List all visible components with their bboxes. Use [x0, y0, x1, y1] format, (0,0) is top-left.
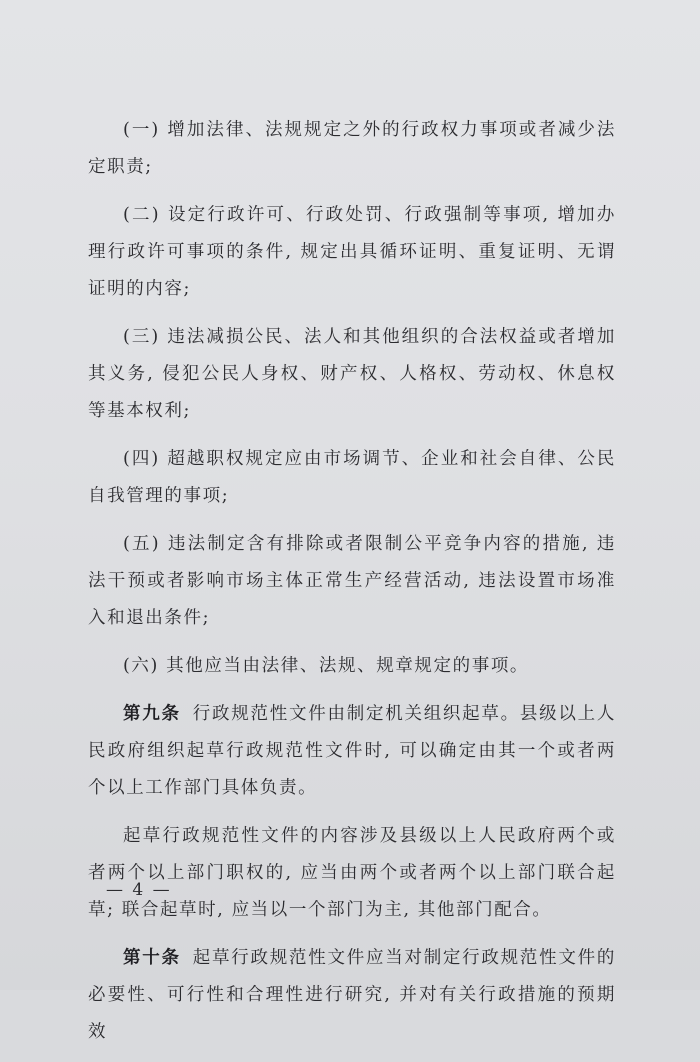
clause-item-3	[88, 319, 616, 430]
article-10-text: 起草行政规范性文件应当对制定行政规范性文件的必要性、可行性和合理性进行研究, 并对有关行政措施的预期效	[88, 948, 616, 1042]
clause-item-1	[88, 112, 616, 186]
clause-item-2	[88, 197, 616, 308]
page-number: — 4 —	[106, 880, 172, 900]
clause-item-5	[88, 526, 616, 637]
article-9-heading: 第九条	[123, 704, 181, 724]
clause-text: (三) 违法减损公民、法人和其他组织的合法权益或者增加其义务, 侵犯公民人身权、财产权、人格权、劳动权、休息权等基本权利;	[88, 327, 616, 421]
article-10-heading: 第十条	[123, 948, 181, 968]
clause-text: (五) 违法制定含有排除或者限制公平竞争内容的措施, 违法干预或者影响市场主体正常生产经营活动, 违法设置市场准入和退出条件;	[88, 534, 616, 628]
clause-text: (六) 其他应当由法律、法规、规章规定的事项。	[123, 656, 530, 676]
article-9-paragraph-2	[88, 818, 616, 929]
paragraph-text: 起草行政规范性文件的内容涉及县级以上人民政府两个或者两个以上部门职权的, 应当由两个或者两个以上部门联合起草; 联合起草时, 应当以一个部门为主, 其他部门配合。	[88, 826, 616, 920]
clause-text: (四) 超越职权规定应由市场调节、企业和社会自律、公民自我管理的事项;	[88, 449, 616, 506]
article-9	[88, 696, 616, 807]
article-9-text: 行政规范性文件由制定机关组织起草。县级以上人民政府组织起草行政规范性文件时, 可以确定由其一个或者两个以上工作部门具体负责。	[88, 704, 616, 798]
clause-item-6	[88, 648, 616, 685]
clause-text: (二) 设定行政许可、行政处罚、行政强制等事项, 增加办理行政许可事项的条件, 规定出具循环证明、重复证明、无谓证明的内容;	[88, 205, 616, 299]
document-body	[88, 112, 616, 1062]
clause-item-4	[88, 441, 616, 515]
clause-text: (一) 增加法律、法规规定之外的行政权力事项或者减少法定职责;	[88, 120, 616, 177]
article-10	[88, 940, 616, 1051]
